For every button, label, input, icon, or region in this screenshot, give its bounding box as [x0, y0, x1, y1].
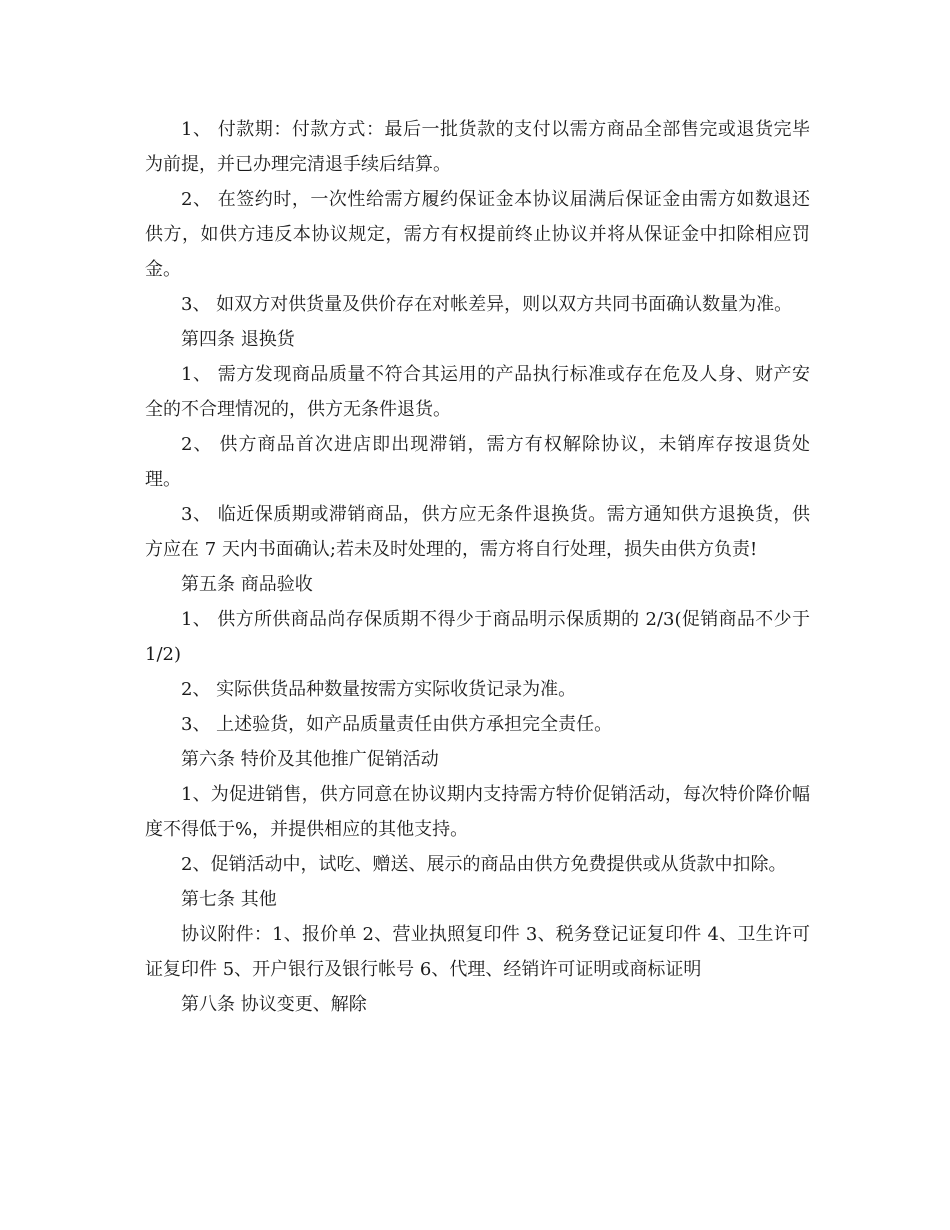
clause-payment-term: 1、 付款期：付款方式：最后一批货款的支付以需方商品全部售完或退货完毕为前提，并已办理完清退手续后结算。: [145, 119, 810, 175]
clause-attachments: 协议附件：1、报价单 2、营业执照复印件 3、税务登记证复印件 4、卫生许可证复印件 5、开户银行及银行帐号 6、代理、经销许可证明或商标证明: [145, 924, 810, 980]
section-heading-article-6: 第六条 特价及其他推广促销活动: [181, 749, 439, 770]
section-heading-article-8: 第八条 协议变更、解除: [181, 994, 367, 1015]
section-heading-article-7: 第七条 其他: [181, 889, 277, 910]
clause-deposit: 2、 在签约时，一次性给需方履约保证金本协议届满后保证金由需方如数退还供方，如供方违反本协议规定，需方有权提前终止协议并将从保证金中扣除相应罚金。: [145, 189, 810, 280]
clause-shelf-life: 1、 供方所供商品尚存保质期不得少于商品明示保质期的 2/3(促销商品不少于 1/2): [145, 609, 810, 665]
clause-quality-return: 1、 需方发现商品质量不符合其运用的产品执行标准或存在危及人身、财产安全的不合理情况的，供方无条件退货。: [145, 364, 810, 420]
section-heading-article-4: 第四条 退换货: [181, 329, 295, 350]
clause-slow-sales: 2、 供方商品首次进店即出现滞销，需方有权解除协议，未销库存按退货处理。: [145, 434, 810, 490]
clause-near-expiry: 3、 临近保质期或滞销商品，供方应无条件退换货。需方通知供方退换货，供方应在 7 天内书面确认;若未及时处理的，需方将自行处理，损失由供方负责!: [145, 504, 810, 560]
document-body: [145, 112, 810, 1022]
clause-reconciliation: 3、 如双方对供货量及供价存在对帐差异，则以双方共同书面确认数量为准。: [181, 294, 793, 315]
clause-quality-responsibility: 3、 上述验货，如产品质量责任由供方承担完全责任。: [181, 714, 613, 735]
section-heading-article-5: 第五条 商品验收: [181, 574, 313, 595]
clause-special-price: 1、为促进销售，供方同意在协议期内支持需方特价促销活动，每次特价降价幅度不得低于%，并提供相应的其他支持。: [145, 784, 810, 840]
clause-quantity-record: 2、 实际供货品种数量按需方实际收货记录为准。: [181, 679, 577, 700]
clause-promotion-goods: 2、促销活动中，试吃、赠送、展示的商品由供方免费提供或从货款中扣除。: [181, 854, 787, 875]
